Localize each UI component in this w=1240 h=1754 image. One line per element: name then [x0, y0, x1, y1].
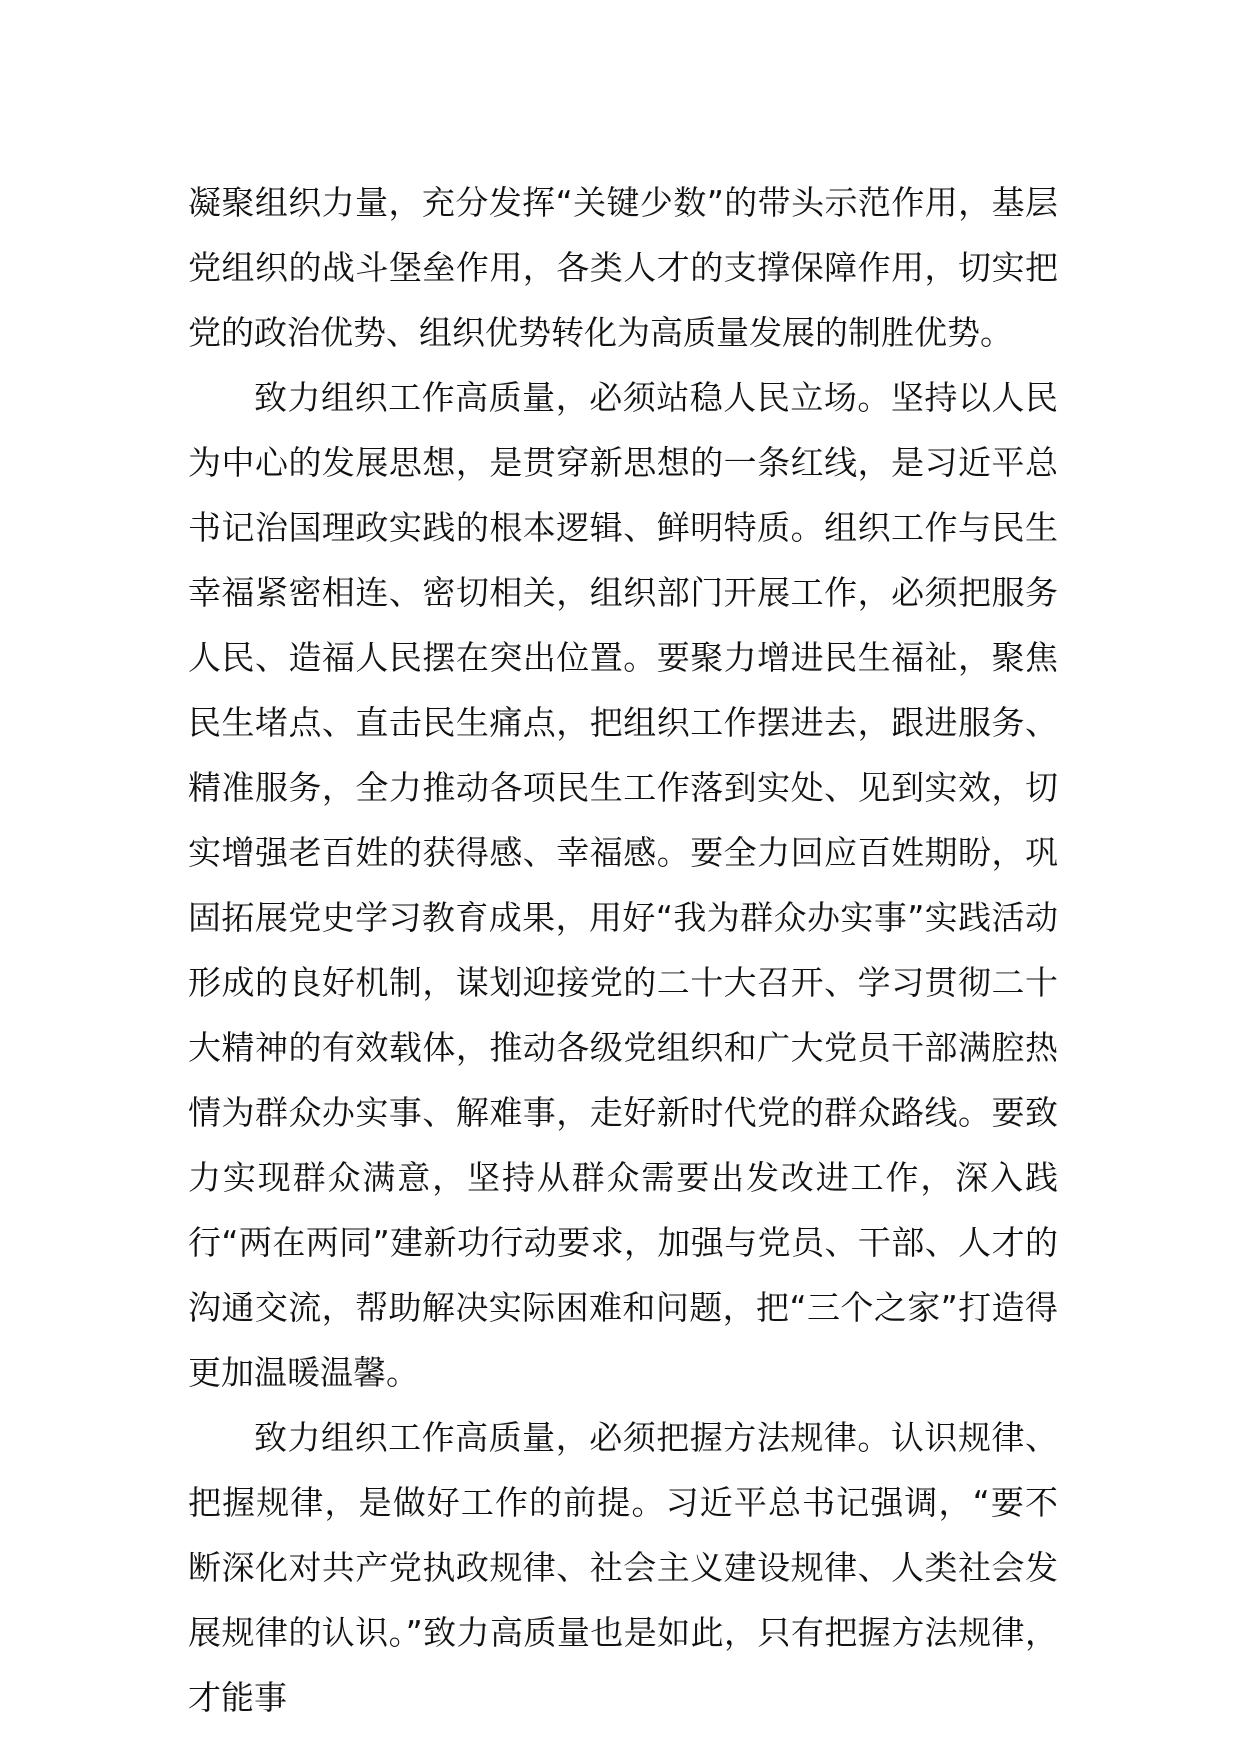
document-body [188, 170, 1058, 1730]
paragraph-method-rules: 致力组织工作高质量，必须把握方法规律。认识规律、把握规律，是做好工作的前提。习近平总书记强调，“要不断深化对共产党执政规律、社会主义建设规律、人类社会发展规律的认识。”致力高质量也是如此，只有把握方法规律，才能事 [188, 1418, 1058, 1717]
paragraph-people-stance: 致力组织工作高质量，必须站稳人民立场。坚持以人民为中心的发展思想，是贯穿新思想的一条红线，是习近平总书记治国理政实践的根本逻辑、鲜明特质。组织工作与民生幸福紧密相连、密切相关，组织部门开展工作，必须把服务人民、造福人民摆在突出位置。要聚力增进民生福祉，聚焦民生堵点、直击民生痛点，把组织工作摆进去，跟进服务、精准服务，全力推动各项民生工作落到实处、见到实效，切实增强老百姓的获得感、幸福感。要全力回应百姓期盼，巩固拓展党史学习教育成果，用好“我为群众办实事”实践活动形成的良好机制，谋划迎接党的二十大召开、学习贯彻二十大精神的有效载体，推动各级党组织和广大党员干部满腔热情为群众办实事、解难事，走好新时代党的群众路线。要致力实现群众满意，坚持从群众需要出发改进工作，深入践行“两在两同”建新功行动要求，加强与党员、干部、人才的沟通交流，帮助解决实际困难和问题，把“三个之家”打造得更加温暖温馨。 [188, 378, 1058, 1392]
paragraph-continuation: 凝聚组织力量，充分发挥“关键少数”的带头示范作用，基层党组织的战斗堡垒作用，各类人才的支撑保障作用，切实把党的政治优势、组织优势转化为高质量发展的制胜优势。 [188, 183, 1058, 352]
